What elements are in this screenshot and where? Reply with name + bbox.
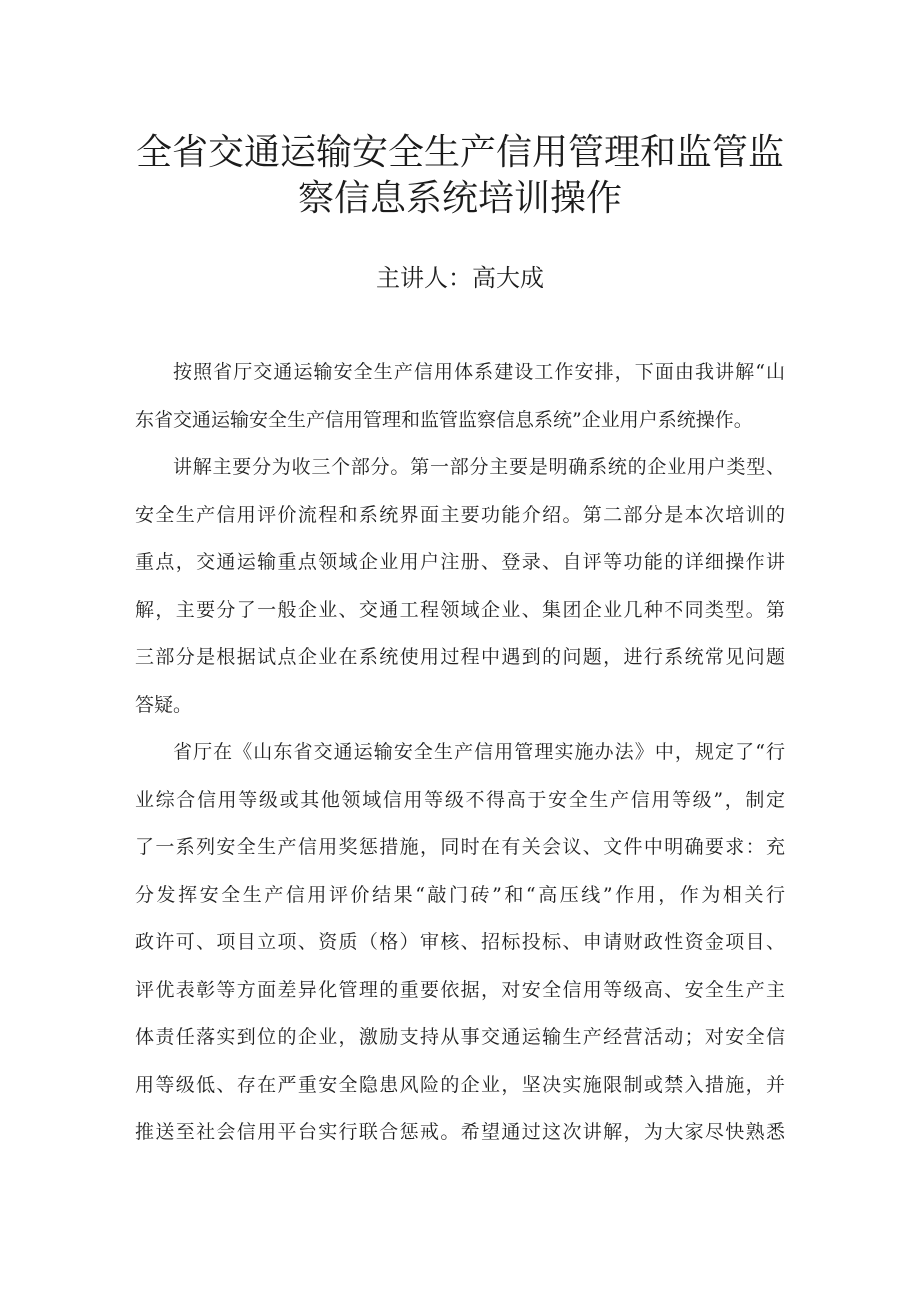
paragraph-2-line-6: 答疑。 [135, 693, 193, 716]
paragraph-2-line-1: 讲解主要分为收三个部分。第一部分主要是明确系统的企业用户类型、 [173, 456, 785, 478]
paragraph-3-line-7: 体责任落实到位的企业，激励支持从事交通运输生产经营活动；对安全信 [135, 1026, 785, 1048]
title-line-1: 全省交通运输安全生产信用管理和监管监 [135, 132, 784, 174]
paragraph-3-line-9: 推送至社会信用平台实行联合惩戒。希望通过这次讲解，为大家尽快熟悉 [135, 1121, 785, 1143]
document-title [130, 130, 790, 222]
body-text [135, 349, 785, 1157]
paragraph-3-line-1: 省厅在《山东省交通运输安全生产信用管理实施办法》中，规定了“行 [173, 741, 785, 763]
paragraph-3-line-8: 用等级低、存在严重安全隐患风险的企业，坚决实施限制或禁入措施，并 [135, 1073, 785, 1096]
paragraph-2-line-3: 重点，交通运输重点领域企业用户注册、登录、自评等功能的详细操作讲 [135, 551, 785, 573]
paragraph-2-line-2: 安全生产信用评价流程和系统界面主要功能介绍。第二部分是本次培训的 [135, 503, 785, 526]
paragraph-3-line-6: 评优表彰等方面差异化管理的重要依据，对安全信用等级高、安全生产主 [135, 978, 785, 1001]
paragraph-3-line-4: 分发挥安全生产信用评价结果“敲门砖”和“高压线”作用，作为相关行 [135, 883, 785, 906]
speaker-line: 主讲人：高大成 [376, 264, 544, 292]
paragraph-1-line-1: 按照省厅交通运输安全生产信用体系建设工作安排，下面由我讲解“山 [173, 361, 785, 383]
paragraph-3-line-2: 业综合信用等级或其他领域信用等级不得高于安全生产信用等级”，制定 [135, 788, 785, 811]
title-line-2: 察信息系统培训操作 [297, 178, 622, 220]
paragraph-3-line-3: 了一系列安全生产信用奖惩措施，同时在有关会议、文件中明确要求：充 [135, 836, 785, 858]
paragraph-3-line-5: 政许可、项目立项、资质（格）审核、招标投标、申请财政性资金项目、 [135, 931, 785, 953]
paragraph-2-line-5: 三部分是根据试点企业在系统使用过程中遇到的问题，进行系统常见问题 [135, 646, 785, 668]
paragraph-2-line-4: 解，主要分了一般企业、交通工程领域企业、集团企业几种不同类型。第 [135, 598, 785, 621]
paragraph-1-line-2: 东省交通运输安全生产信用管理和监管监察信息系统”企业用户系统操作。 [135, 408, 753, 431]
